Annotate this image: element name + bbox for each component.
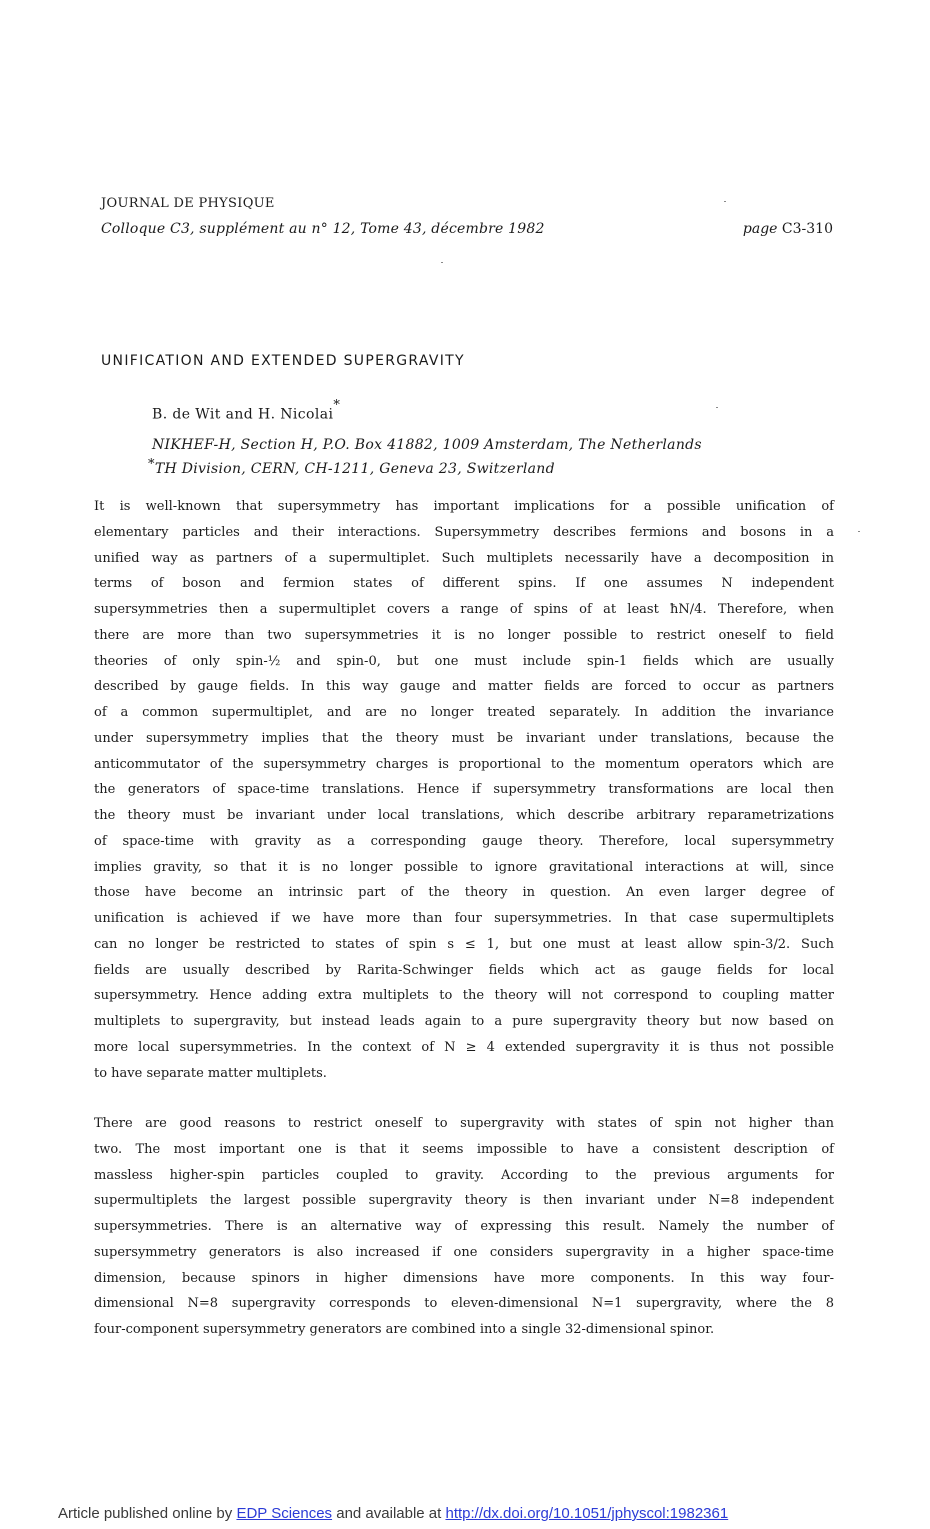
text-line: supersymmetries then a supermultiplet covers a range of spins of at least ħN/4. Therefore, when	[94, 602, 834, 617]
publisher-link[interactable]: EDP Sciences	[236, 1505, 333, 1522]
text-line: It is well-known that supersymmetry has important implications for a possible unification of	[94, 499, 834, 514]
scan-speck	[858, 531, 860, 532]
text-line: massless higher-spin particles coupled to gravity. According to the previous arguments for	[94, 1167, 834, 1183]
text-line: supersymmetry. Hence adding extra multiplets to the theory will not correspond to coupling matter	[94, 988, 834, 1004]
text-line: four-component supersymmetry generators are combined into a single 32-dimensional spinor.	[94, 1322, 715, 1337]
text-line: the generators of space-time translations. Hence if supersymmetry transformations are local then	[94, 782, 834, 798]
footer-middle: and available at	[332, 1505, 446, 1522]
affiliation-2	[148, 457, 555, 477]
text-line: those have become an intrinsic part of the theory in question. An even larger degree of	[94, 885, 834, 901]
affiliation-mark: *	[148, 457, 155, 472]
text-line: can no longer be restricted to states of spin s ≤ 1, but one must at least allow spin-3/2. Such	[94, 936, 834, 952]
text-line: supermultiplets the largest possible supergravity theory is then invariant under N=8 independent	[94, 1193, 834, 1209]
text-line: dimensional N=8 supergravity corresponds to eleven-dimensional N=1 supergravity, where the 8	[94, 1296, 834, 1312]
author-names: B. de Wit and H. Nicolai	[152, 406, 334, 423]
text-line: two. The most important one is that it seems impossible to have a consistent description of	[94, 1141, 834, 1157]
doi-link[interactable]: http://dx.doi.org/10.1051/jphyscol:1982361	[445, 1505, 729, 1522]
authors	[152, 398, 341, 423]
scan-speck	[716, 407, 718, 408]
text-line: There are good reasons to restrict oneself to supergravity with states of spin not higher than	[94, 1116, 834, 1131]
scan-speck	[441, 262, 443, 263]
author-footnote-mark: *	[333, 398, 341, 413]
text-line: supersymmetry generators is also increased if one considers supergravity in a higher space-time	[94, 1244, 834, 1260]
text-line: there are more than two supersymmetries it is no longer possible to restrict oneself to field	[94, 627, 834, 643]
text-line: unification is achieved if we have more than four supersymmetries. In that case supermultiplets	[94, 911, 834, 926]
text-line: described by gauge fields. In this way gauge and matter fields are forced to occur as partners	[94, 679, 834, 695]
text-line: fields are usually described by Rarita-Schwinger fields which act as gauge fields for local	[94, 962, 834, 978]
text-line: unified way as partners of a supermultiplet. Such multiplets necessarily have a decomposition in	[94, 550, 834, 566]
page-label: page	[742, 221, 778, 237]
paper-title: UNIFICATION AND EXTENDED SUPERGRAVITY	[101, 353, 465, 369]
text-line: anticommutator of the supersymmetry charges is proportional to the momentum operators which are	[94, 756, 834, 772]
text-line: elementary particles and their interactions. Supersymmetry describes fermions and bosons in a	[94, 524, 834, 540]
publication-footer	[58, 1505, 728, 1522]
text-line: the theory must be invariant under local translations, which describe arbitrary reparametrizations	[94, 808, 834, 823]
text-line: theories of only spin-½ and spin-0, but one must include spin-1 fields which are usually	[94, 653, 834, 669]
affiliation-1: NIKHEF-H, Section H, P.O. Box 41882, 1009 Amsterdam, The Netherlands	[152, 437, 702, 453]
text-line: under supersymmetry implies that the theory must be invariant under translations, because the	[94, 730, 834, 746]
text-line: implies gravity, so that it is no longer possible to ignore gravitational interactions at will, since	[94, 859, 834, 875]
body-paragraph-2	[94, 1111, 834, 1343]
page-number-value: C3-310	[781, 221, 833, 237]
text-line: supersymmetries. There is an alternative way of expressing this result. Namely the number of	[94, 1219, 834, 1234]
text-line: of space-time with gravity as a corresponding gauge theory. Therefore, local supersymmetry	[94, 833, 834, 849]
journal-name: JOURNAL DE PHYSIQUE	[101, 196, 275, 211]
text-line: of a common supermultiplet, and are no longer treated separately. In addition the invariance	[94, 705, 834, 720]
text-line: more local supersymmetries. In the context of N ≥ 4 extended supergravity it is thus not possible	[94, 1039, 834, 1055]
colloque-info: Colloque C3, supplément au n° 12, Tome 43, décembre 1982	[101, 221, 545, 237]
affiliation-2-text: TH Division, CERN, CH-1211, Geneva 23, Switzerland	[154, 461, 555, 477]
body-paragraph-1	[94, 494, 834, 1086]
footer-prefix: Article published online by	[58, 1505, 237, 1522]
page-number	[743, 221, 833, 237]
text-line: to have separate matter multiplets.	[94, 1065, 327, 1081]
scan-speck	[724, 201, 726, 202]
text-line: multiplets to supergravity, but instead leads again to a pure supergravity theory but now based on	[94, 1014, 834, 1029]
text-line: terms of boson and fermion states of different spins. If one assumes N independent	[94, 576, 834, 592]
text-line: dimension, because spinors in higher dimensions have more components. In this way four-	[94, 1270, 834, 1286]
